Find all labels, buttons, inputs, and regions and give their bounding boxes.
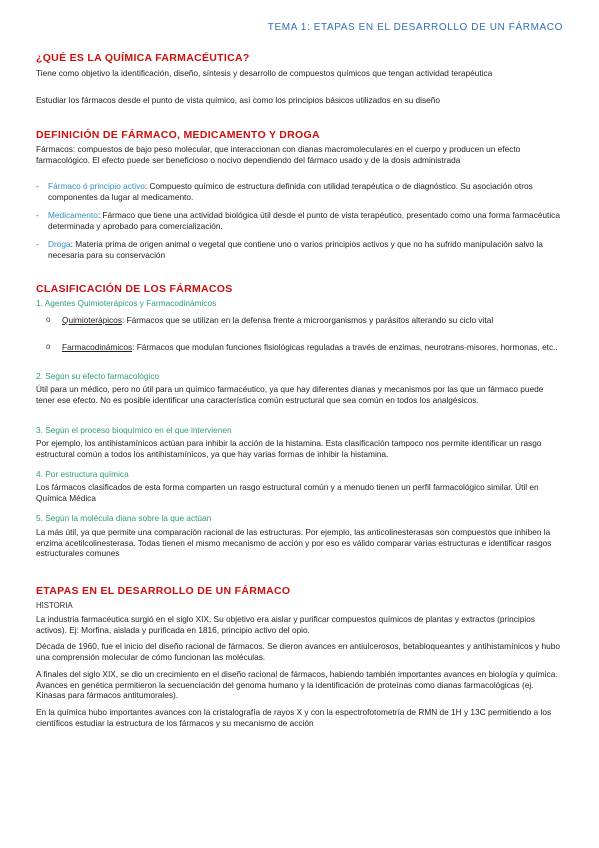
paragraph: La más útil, ya que permite una comparación racional de las estructuras. Por ejemplo, las anticolinesterasas son compuestos que inhiben la enzima acetilcolinesterasa. Todas tienen el mismo mecanismo de acción y por eso es válido comparar varias estructuras e identificar rasgos estructurales comunes: [36, 527, 552, 559]
subheading: 1. Agentes Quimioterápicos y Farmacodinámicos: [36, 298, 217, 308]
term: Droga: [48, 239, 71, 249]
page-header: TEMA 1: ETAPAS EN EL DESARROLLO DE UN FÁRMACO: [267, 22, 563, 33]
paragraph: Por ejemplo, los antihistamínicos actúan para inhibir la acción de la histamina. Esta clasificación tampoco nos permite identificar un rasgo estructural común a todos los antihistamínicos, ya que hay varias formas de inhibir la histamina.: [36, 438, 542, 459]
term: Medicamento: [48, 210, 98, 220]
subheading-historia: HISTORIA: [36, 601, 73, 610]
paragraph: Estudiar los fármacos desde el punto de vista químico, así como los principios básicos utilizados en su diseño: [36, 95, 440, 105]
list-item: - Fármaco ó principio activo: Compuesto químico de estructura definida con utilidad terapéutica o de diagnóstico. Su asociación otros componentes da lugar al medicamento.: [36, 181, 533, 202]
paragraph: Fármacos: compuestos de bajo peso molecular, que interaccionan con dianas macromoleculares en el cuerpo y producen un efecto farmacológico. El efecto puede ser beneficioso o nocivo dependiendo del fármaco usado y de la dosis administrada: [36, 144, 521, 165]
paragraph: En la química hubo importantes avances con la cristalografía de rayos X y con la espectrofotometría de RMN de 1H y 13C permitiendo a los científicos estudiar la estructura de los fármacos y su mecanismo de acción: [36, 707, 552, 728]
paragraph: Década de 1960, fue el inicio del diseño racional de fármacos. Se dieron avances en antiulcerosos, betabloqueantes y antihistamínicos y hubo una comprensión molecular de cómo funcionan las moléculas.: [36, 641, 560, 662]
subheading: 3. Según el proceso bioquímico en el que intervienen: [36, 425, 232, 435]
circle-bullet: o: [46, 315, 51, 324]
paragraph: Los fármacos clasificados de esta forma comparten un rasgo estructural común y a menudo tienen un perfil farmacológico similar. Útil en Química Médica: [36, 482, 539, 503]
section-title-etapas: ETAPAS EN EL DESARROLLO DE UN FÁRMACO: [36, 585, 291, 597]
dash-bullet: -: [36, 239, 39, 249]
paragraph: La industria farmacéutica surgió en el siglo XIX. Su objetivo era aislar y purificar compuestos químicos de plantas y extractos (principios activos). Ej: Morfina, aislada y purificada en 1816, principio activo del opio.: [36, 614, 535, 635]
list-item: o Farmacodinámicos: Fármacos que modulan funciones fisiológicas reguladas a través de enzimas, neurotrans-misores, hormonas, etc..: [46, 342, 558, 352]
paragraph: Tiene como objetivo la identificación, diseño, síntesis y desarrollo de compuestos químicos que tengan actividad terapéutica: [36, 68, 493, 78]
subheading: 2. Según su efecto farmacológico: [36, 371, 160, 381]
list-item: - Droga: Materia prima de origen animal o vegetal que contiene uno o varios principios activos y que no ha sufrido manipulación salvo la necesaria para su conservación: [36, 239, 543, 260]
subheading: 5. Según la molécula diana sobre la que actúan: [36, 513, 212, 523]
paragraph: A finales del siglo XIX, se dio un crecimiento en el diseño racional de fármacos, habiendo también importantes avances en biología y química. Avances en genética permitieron la secuenciación del genoma humano y la identificación de proteínas como dianas farmacológicas (ej. Kinasas para fármacos antitumorales).: [36, 669, 558, 701]
circle-bullet: o: [46, 342, 51, 351]
paragraph: Útil para un médico, pero no útil para un químico farmacéutico, ya que hay diferentes dianas y mecanismos por las que un fármaco puede tener ese efecto. No es posible identificar una característica común estructural que sea común en todos los analgésicos.: [36, 384, 544, 405]
dash-bullet: -: [36, 181, 39, 191]
dash-bullet: -: [36, 210, 39, 220]
list-item: o Quimioterápicos: Fármacos que se utilizan en la defensa frente a microorganismos y parásitos alterando su ciclo vital: [46, 315, 494, 325]
section-title-quimica: ¿QUÉ ES LA QUÍMICA FARMACÉUTICA?: [36, 52, 250, 64]
list-item: - Medicamento: Fármaco que tiene una actividad biológica útil desde el punto de vista terapéutico, presentado como una forma farmacéutica determinada y aprobado para comercialización.: [36, 210, 560, 231]
section-title-definicion: DEFINICIÓN DE FÁRMACO, MEDICAMENTO Y DROGA: [36, 129, 320, 141]
term: Farmacodinámicos: [62, 342, 133, 352]
section-title-clasificacion: CLASIFICACIÓN DE LOS FÁRMACOS: [36, 283, 233, 295]
term: Fármaco ó principio activo: [48, 181, 145, 191]
subheading: 4. Por estructura química: [36, 469, 129, 479]
term: Quimioterápicos: [62, 315, 122, 325]
